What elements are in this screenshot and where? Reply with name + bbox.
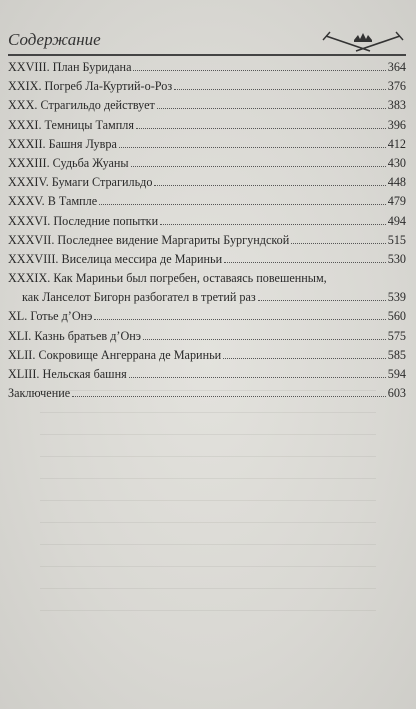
toc-entry-page: 560 (387, 309, 406, 324)
toc-entry (8, 192, 406, 211)
toc-entry (8, 288, 406, 307)
toc-leader (131, 157, 386, 167)
toc-entry (8, 365, 406, 384)
toc-entry-title: XL. Готье д’Онэ (8, 309, 93, 324)
toc-entry-title: XXXVII. Последнее видение Маргариты Бургундской (8, 232, 290, 247)
toc-entry-title: XXX. Страгильдо действует (8, 98, 155, 113)
toc-leader (224, 253, 386, 263)
toc-leader (157, 99, 386, 109)
page-title: Содержание (8, 30, 101, 49)
toc-entry (8, 135, 406, 154)
toc-leader (160, 215, 386, 225)
toc-entry (8, 250, 406, 269)
toc-entry-title: XXXV. В Тампле (8, 194, 98, 209)
toc-entry-title: XXXVIII. Виселица мессира де Мариньи (8, 251, 223, 266)
toc-leader (99, 195, 386, 205)
toc-entry-page: 412 (387, 136, 406, 151)
table-of-contents (8, 58, 406, 403)
toc-entry (8, 77, 406, 96)
toc-entry-title-line2: как Ланселот Бигорн разбогател в третий раз (22, 290, 256, 305)
toc-entry-page: 515 (387, 232, 406, 247)
toc-entry-page: 364 (387, 60, 406, 74)
toc-entry-title-line1: XXXIX. Как Мариньи был погребен, оставаясь повешенным, (8, 271, 327, 286)
toc-entry-title: XXVIII. План Буридана (8, 60, 132, 74)
toc-entry-page: 585 (387, 347, 406, 362)
page-header (8, 30, 406, 56)
toc-entry-title: XXIX. Погреб Ла-Куртий-о-Роз (8, 79, 173, 94)
toc-leader (129, 368, 386, 378)
toc-leader (291, 234, 385, 244)
toc-entry-page: 494 (387, 213, 406, 228)
toc-entry (8, 346, 406, 365)
toc-entry (8, 96, 406, 115)
toc-entry-page: 396 (387, 117, 406, 132)
show-through-texture (40, 390, 376, 649)
toc-entry-page: 430 (387, 155, 406, 170)
toc-entry-page: 594 (387, 367, 406, 381)
toc-leader (119, 138, 386, 148)
toc-entry-page: 479 (387, 194, 406, 209)
toc-leader (174, 80, 386, 90)
crossed-swords-icon (320, 30, 406, 54)
toc-entry-page: 376 (387, 79, 406, 94)
toc-leader (94, 310, 385, 320)
toc-entry (8, 231, 406, 250)
toc-entry-title: XXXI. Темницы Тампля (8, 117, 134, 132)
toc-entry-title: Заключение (8, 386, 71, 401)
toc-entry (8, 154, 406, 173)
toc-entry-page: 448 (387, 175, 406, 190)
toc-entry-title: XLIII. Нельская башня (8, 367, 127, 381)
toc-leader (136, 119, 386, 129)
toc-entry-page: 530 (387, 251, 406, 266)
toc-entry (8, 58, 406, 77)
toc-entry (8, 173, 406, 192)
toc-entry-page: 539 (387, 290, 406, 305)
toc-leader (258, 291, 386, 301)
header-rule (8, 54, 406, 56)
toc-entry (8, 116, 406, 135)
toc-leader (133, 61, 385, 71)
toc-entry (8, 212, 406, 231)
toc-entry-title: XLI. Казнь братьев д’Онэ (8, 328, 142, 343)
toc-entry-title: XXXVI. Последние попытки (8, 213, 159, 228)
toc-entry-title: XXXII. Башня Лувра (8, 136, 117, 151)
toc-entry (8, 307, 406, 326)
toc-leader (154, 176, 385, 186)
toc-entry-page: 603 (387, 386, 406, 401)
toc-leader (223, 349, 386, 359)
toc-entry-title: XXXIV. Бумаги Страгильдо (8, 175, 153, 190)
toc-entry-title: XXXIII. Судьба Жуаны (8, 155, 129, 170)
toc-leader (143, 330, 386, 340)
toc-entry-title: XLII. Сокровище Ангеррана де Мариньи (8, 347, 222, 362)
toc-entry-page: 575 (387, 328, 406, 343)
toc-entry-page: 383 (387, 98, 406, 113)
toc-entry (8, 327, 406, 346)
